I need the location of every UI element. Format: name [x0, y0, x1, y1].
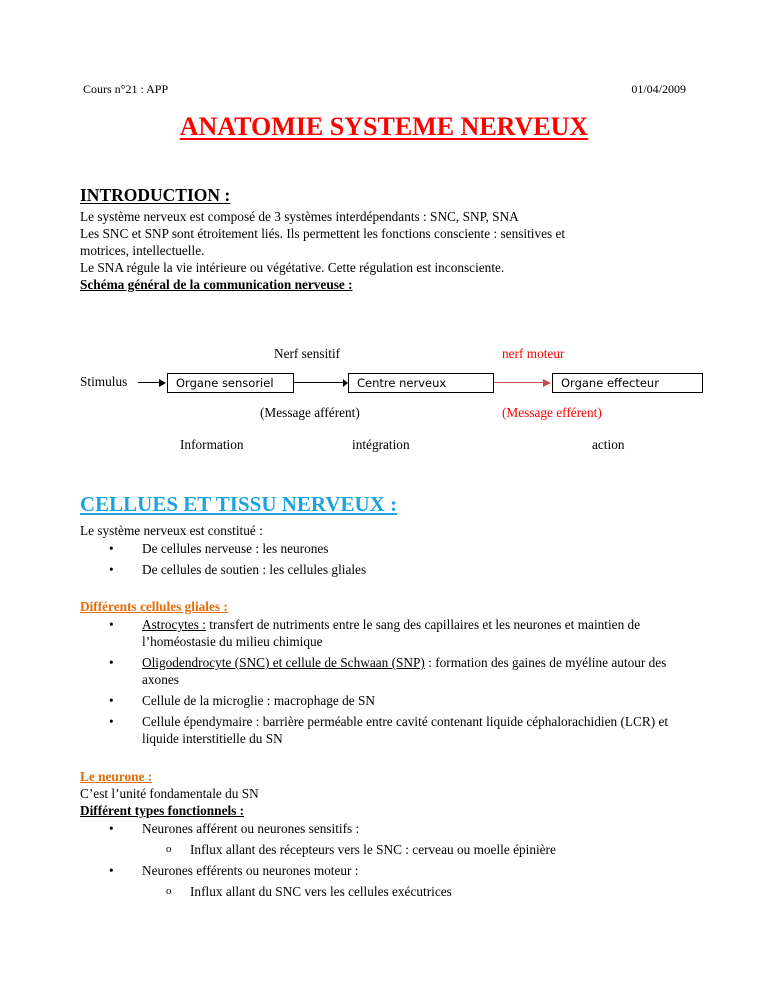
neuron-heading: Le neurone : — [80, 769, 153, 784]
list-item — [109, 561, 709, 578]
list-item — [109, 616, 669, 650]
message-efferent-label: (Message efférent) — [502, 405, 602, 420]
bullet-icon: • — [109, 693, 114, 708]
glial-heading: Différents cellules gliales : — [80, 599, 228, 614]
intro-line: Le SNA régule la vie intérieure ou végétative. Cette régulation est inconsciente. — [80, 260, 505, 275]
bullet-icon: • — [109, 821, 114, 836]
stimulus-label: Stimulus — [80, 374, 128, 389]
list-item — [109, 862, 709, 900]
arrow-head-icon — [159, 379, 166, 387]
glial-description: Cellule de la microglie : macrophage de SN — [142, 693, 375, 708]
list-item — [109, 820, 709, 858]
bullet-icon: • — [109, 541, 114, 556]
efferent-arrow-line — [494, 382, 544, 383]
sub-list — [157, 841, 709, 858]
box-organe-sensoriel: Organe sensoriel — [167, 373, 294, 393]
list-item — [109, 654, 669, 688]
message-afferent-label: (Message afférent) — [260, 405, 360, 420]
arrow-head-icon — [543, 379, 551, 387]
bullet-icon: • — [109, 655, 114, 670]
cells-section-heading: CELLUES ET TISSU NERVEUX : — [80, 492, 398, 516]
cells-list — [109, 540, 709, 578]
nerf-moteur-label: nerf moteur — [502, 346, 565, 361]
sub-list — [157, 883, 709, 900]
sub-list-text: Influx allant des récepteurs vers le SNC : cerveau ou moelle épinière — [190, 842, 556, 857]
circle-bullet-icon: o — [166, 885, 172, 897]
bullet-icon: • — [109, 714, 114, 729]
bullet-icon: • — [109, 617, 114, 632]
glial-description: : formation des gaines de myéline autour des axones — [142, 655, 667, 687]
date-label: 01/04/2009 — [631, 82, 686, 96]
afferent-arrow-line — [294, 382, 344, 383]
stage-integration: intégration — [352, 437, 410, 452]
glial-description: transfert de nutriments entre le sang des capillaires et les neurones et maintien de l’homéostasie du milieu chimique — [142, 617, 641, 649]
schema-heading: Schéma général de la communication nerveuse : — [80, 277, 353, 292]
list-item-text: De cellules nerveuse : les neurones — [142, 541, 329, 556]
bullet-icon: • — [109, 562, 114, 577]
list-item — [109, 692, 669, 709]
neuron-type-label: Neurones efférents ou neurones moteur : — [142, 863, 359, 878]
sub-list-item — [157, 841, 709, 858]
neuron-types-list — [109, 820, 709, 900]
nerf-sensitif-label: Nerf sensitif — [274, 346, 341, 361]
box-centre-nerveux: Centre nerveux — [348, 373, 494, 393]
introduction-heading: INTRODUCTION : — [80, 185, 231, 205]
intro-line: Le système nerveux est composé de 3 systèmes interdépendants : SNC, SNP, SNA — [80, 209, 519, 224]
intro-line: motrices, intellectuelle. — [80, 243, 205, 258]
stimulus-arrow-line — [138, 382, 160, 383]
stage-action: action — [592, 437, 625, 452]
neuron-type-label: Neurones afférent ou neurones sensitifs : — [142, 821, 360, 836]
intro-line: Les SNC et SNP sont étroitement liés. Ils permettent les fonctions consciente : sensitives et — [80, 226, 566, 241]
sub-list-item — [157, 883, 709, 900]
list-item-text: De cellules de soutien : les cellules gliales — [142, 562, 367, 577]
list-item — [109, 540, 709, 557]
bullet-icon: • — [109, 863, 114, 878]
functional-types-heading: Différent types fonctionnels : — [80, 803, 245, 818]
list-item — [109, 713, 669, 747]
glial-list — [109, 616, 669, 747]
circle-bullet-icon: o — [166, 843, 172, 855]
sub-list-text: Influx allant du SNC vers les cellules exécutrices — [190, 884, 452, 899]
glial-term: Astrocytes : — [142, 617, 206, 632]
cells-intro: Le système nerveux est constitué : — [80, 523, 263, 538]
document-title: ANATOMIE SYSTEME NERVEUX — [179, 112, 589, 141]
glial-term: Oligodendrocyte (SNC) et cellule de Schwaan (SNP) — [142, 655, 425, 670]
stage-information: Information — [180, 437, 244, 452]
neuron-definition: C’est l’unité fondamentale du SN — [80, 786, 259, 801]
box-organe-effecteur: Organe effecteur — [552, 373, 703, 393]
glial-description: Cellule épendymaire : barrière perméable entre cavité contenant liquide céphalorachidien (LCR) et liquide interstitielle du SN — [142, 714, 669, 746]
course-label: Cours n°21 : APP — [83, 82, 169, 96]
